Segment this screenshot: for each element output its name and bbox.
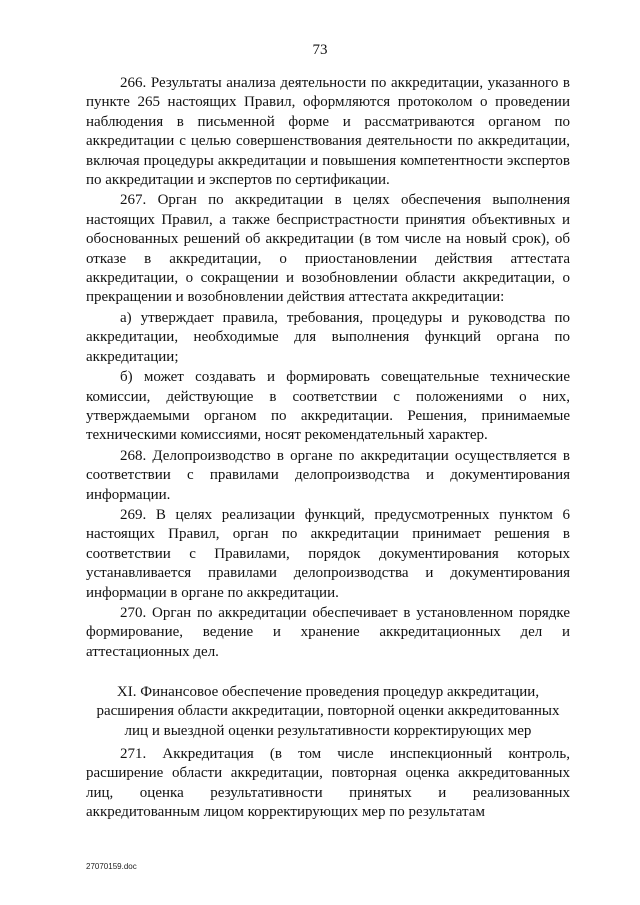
page-number: 73 (312, 42, 328, 58)
paragraph-268: 268. Делопроизводство в органе по аккредитации осуществляется в соответствии с правилами делопроизводства и документирования информации. (86, 447, 570, 503)
final-text (86, 745, 570, 824)
paragraph-267: 267. Орган по аккредитации в целях обеспечения выполнения настоящих Правил, а также беспристрастности принятия объективных и обоснованных решений об аккредитации (в том числе на новый срок), об отказе в аккредитации, о приостановлении действия аттестата аккредитации, о сокращении и возобновлении области аккредитации, о прекращении и возобновлении действия аттестата аккредитации: (86, 192, 570, 306)
paragraph-269: 269. В целях реализации функций, предусмотренных пунктом 6 настоящих Правил, орган по аккредитации принимает решения в соответствии с Правилами, порядок документирования которых устанавливается правилами делопроизводства и документирования информации в органе по аккредитации. (86, 506, 570, 601)
section-title: XI. Финансовое обеспечение проведения процедур аккредитации, расширения области аккредитации, повторной оценки аккредитованных лиц и выездной оценки результативности корректирующих мер (96, 684, 560, 739)
main-text (86, 74, 570, 663)
paragraph-270: 270. Орган по аккредитации обеспечивает в установленном порядке формирование, ведение и хранение аккредитационных дел и аттестационных дел. (86, 604, 570, 660)
paragraph-267-a: а) утверждает правила, требования, процедуры и руководства по аккредитации, необходимые для выполнения функций органа по аккредитации; (86, 309, 570, 365)
paragraph-271: 271. Аккредитация (в том числе инспекционный контроль, расширение области аккредитации, повторная оценка аккредитованных лиц, оценка результативности принятых и реализованных аккредитованным лицом корректирующих мер по результатам (86, 746, 570, 821)
paragraph-266: 266. Результаты анализа деятельности по аккредитации, указанного в пункте 265 настоящих Правил, оформляются протоколом о проведении наблюдения в письменной форме и рассматриваются органом по аккредитации с целью совершенствования деятельности по аккредитации, включая процедуры аккредитации и повышения компетентности экспертов по аккредитации и экспертов по сертификации. (86, 75, 570, 189)
footer-filename: 27070159.doc (86, 862, 137, 871)
paragraph-267-b: б) может создавать и формировать совещательные технические комиссии, действующие в соответствии с положениями о них, утверждаемыми органом по аккредитации. Решения, принимаемые техническими комиссиями, носят рекомендательный характер. (86, 369, 570, 444)
